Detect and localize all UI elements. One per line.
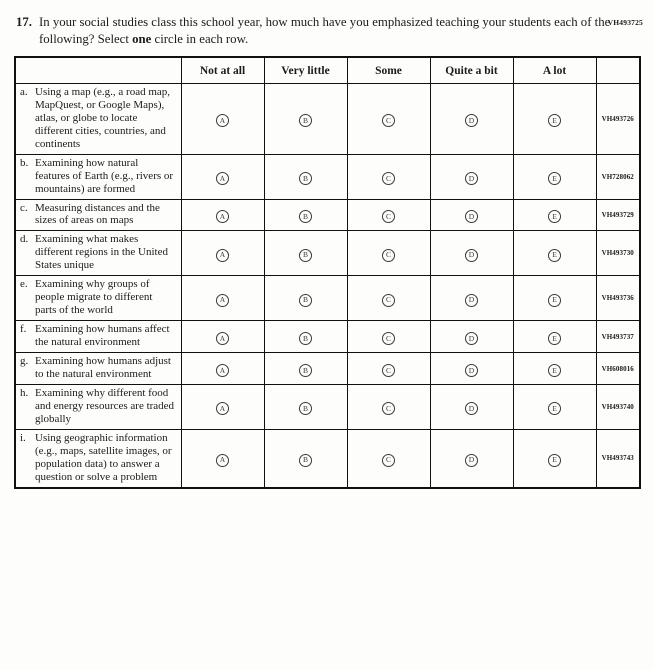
row-item-label xyxy=(15,321,181,353)
answer-circle-very-little[interactable]: B xyxy=(299,454,312,467)
answer-circle-not-at-all[interactable]: A xyxy=(216,172,229,185)
answer-circle-some[interactable]: C xyxy=(382,294,395,307)
row-text: Measuring distances and the sizes of areas on maps xyxy=(35,201,160,227)
column-header-a-lot: A lot xyxy=(513,57,596,83)
option-cell xyxy=(347,276,430,321)
row-text: Examining how humans adjust to the natural environment xyxy=(35,355,171,381)
answer-circle-a-lot[interactable]: E xyxy=(548,364,561,377)
option-cell xyxy=(181,154,264,199)
question-text-bold: one xyxy=(132,31,152,46)
item-accession-code: VH493736 xyxy=(596,276,640,321)
option-cell xyxy=(181,385,264,430)
option-cell xyxy=(513,385,596,430)
option-cell xyxy=(264,276,347,321)
answer-circle-some[interactable]: C xyxy=(382,332,395,345)
table-header-row xyxy=(15,57,640,83)
option-cell xyxy=(513,321,596,353)
answer-circle-quite-a-bit[interactable]: D xyxy=(465,454,478,467)
answer-circle-not-at-all[interactable]: A xyxy=(216,114,229,127)
answer-circle-not-at-all[interactable]: A xyxy=(216,332,229,345)
question-text-part1: In your social studies class this school year, how much have you emphasized teaching your students each of the following? Select xyxy=(39,15,611,46)
row-item-label xyxy=(15,276,181,321)
answer-circle-a-lot[interactable]: E xyxy=(548,172,561,185)
option-cell xyxy=(347,430,430,488)
table-row xyxy=(15,199,640,231)
table-row xyxy=(15,231,640,276)
column-header-not-at-all: Not at all xyxy=(181,57,264,83)
survey-page xyxy=(0,14,653,489)
option-cell xyxy=(347,385,430,430)
option-cell xyxy=(347,83,430,154)
option-cell xyxy=(430,353,513,385)
row-text: Examining why different food and energy resources are traded globally xyxy=(35,387,175,426)
table-row xyxy=(15,353,640,385)
table-row xyxy=(15,385,640,430)
answer-circle-not-at-all[interactable]: A xyxy=(216,249,229,262)
row-item-label xyxy=(15,83,181,154)
row-text: Using a map (e.g., a road map, MapQuest, or Google Maps), atlas, or globe to locate different cities, countries, and continents xyxy=(35,85,171,150)
option-cell xyxy=(347,321,430,353)
table-row xyxy=(15,154,640,199)
answer-circle-very-little[interactable]: B xyxy=(299,249,312,262)
option-cell xyxy=(264,199,347,231)
option-cell xyxy=(264,231,347,276)
form-accession-code: VH493725 xyxy=(607,18,643,27)
row-letter: h. xyxy=(20,387,29,400)
item-accession-code: VH493730 xyxy=(596,231,640,276)
item-accession-code: VH728062 xyxy=(596,154,640,199)
option-cell xyxy=(347,353,430,385)
survey-response-table xyxy=(14,56,641,489)
answer-circle-very-little[interactable]: B xyxy=(299,364,312,377)
option-cell xyxy=(181,83,264,154)
option-cell xyxy=(347,154,430,199)
row-item-label xyxy=(15,353,181,385)
option-cell xyxy=(430,83,513,154)
answer-circle-not-at-all[interactable]: A xyxy=(216,210,229,223)
answer-circle-not-at-all[interactable]: A xyxy=(216,402,229,415)
option-cell xyxy=(264,321,347,353)
table-row xyxy=(15,321,640,353)
item-accession-code: VH608016 xyxy=(596,353,640,385)
answer-circle-some[interactable]: C xyxy=(382,402,395,415)
option-cell xyxy=(513,353,596,385)
answer-circle-some[interactable]: C xyxy=(382,172,395,185)
row-letter: b. xyxy=(20,156,29,169)
answer-circle-a-lot[interactable]: E xyxy=(548,210,561,223)
item-accession-code: VH493737 xyxy=(596,321,640,353)
row-letter: a. xyxy=(20,85,28,98)
row-text: Using geographic information (e.g., maps, satellite images, or population data) to answer a question or solve a problem xyxy=(35,432,172,483)
answer-circle-a-lot[interactable]: E xyxy=(548,402,561,415)
option-cell xyxy=(430,321,513,353)
option-cell xyxy=(264,430,347,488)
option-cell xyxy=(513,154,596,199)
option-cell xyxy=(181,276,264,321)
row-letter: e. xyxy=(20,278,28,291)
option-cell xyxy=(430,430,513,488)
answer-circle-not-at-all[interactable]: A xyxy=(216,364,229,377)
answer-circle-a-lot[interactable]: E xyxy=(548,294,561,307)
answer-circle-very-little[interactable]: B xyxy=(299,172,312,185)
option-cell xyxy=(513,430,596,488)
row-letter: f. xyxy=(20,323,27,336)
option-cell xyxy=(181,231,264,276)
option-cell xyxy=(513,83,596,154)
question-number: 17. xyxy=(16,15,32,29)
answer-circle-not-at-all[interactable]: A xyxy=(216,454,229,467)
row-item-label xyxy=(15,199,181,231)
answer-circle-some[interactable]: C xyxy=(382,454,395,467)
answer-circle-quite-a-bit[interactable]: D xyxy=(465,114,478,127)
answer-circle-very-little[interactable]: B xyxy=(299,114,312,127)
row-letter: d. xyxy=(20,233,29,246)
row-letter: c. xyxy=(20,201,28,214)
row-text: Examining why groups of people migrate to different parts of the world xyxy=(35,278,153,317)
column-header-quite-a-bit: Quite a bit xyxy=(430,57,513,83)
answer-circle-some[interactable]: C xyxy=(382,210,395,223)
option-cell xyxy=(513,276,596,321)
option-cell xyxy=(264,83,347,154)
option-cell xyxy=(430,231,513,276)
option-cell xyxy=(430,199,513,231)
table-row xyxy=(15,430,640,488)
question-block xyxy=(16,14,635,47)
answer-circle-some[interactable]: C xyxy=(382,364,395,377)
option-cell xyxy=(181,199,264,231)
answer-circle-quite-a-bit[interactable]: D xyxy=(465,172,478,185)
answer-circle-quite-a-bit[interactable]: D xyxy=(465,294,478,307)
column-header-some: Some xyxy=(347,57,430,83)
answer-circle-a-lot[interactable]: E xyxy=(548,332,561,345)
question-text-part2: circle in each row. xyxy=(151,31,249,46)
row-text: Examining what makes different regions in the United States unique xyxy=(35,233,168,272)
question-text xyxy=(39,14,635,47)
option-cell xyxy=(430,154,513,199)
answer-circle-very-little[interactable]: B xyxy=(299,294,312,307)
answer-circle-a-lot[interactable]: E xyxy=(548,249,561,262)
row-item-label xyxy=(15,430,181,488)
answer-circle-quite-a-bit[interactable]: D xyxy=(465,402,478,415)
answer-circle-very-little[interactable]: B xyxy=(299,332,312,345)
option-cell xyxy=(264,385,347,430)
answer-circle-quite-a-bit[interactable]: D xyxy=(465,210,478,223)
option-cell xyxy=(430,385,513,430)
answer-circle-very-little[interactable]: B xyxy=(299,210,312,223)
option-cell xyxy=(264,353,347,385)
option-cell xyxy=(430,276,513,321)
header-stub-cell xyxy=(15,57,181,83)
answer-circle-quite-a-bit[interactable]: D xyxy=(465,249,478,262)
option-cell xyxy=(181,321,264,353)
item-accession-code: VH493729 xyxy=(596,199,640,231)
answer-circle-a-lot[interactable]: E xyxy=(548,114,561,127)
option-cell xyxy=(181,353,264,385)
answer-circle-some[interactable]: C xyxy=(382,249,395,262)
answer-circle-a-lot[interactable]: E xyxy=(548,454,561,467)
table-row xyxy=(15,276,640,321)
item-accession-code: VH493740 xyxy=(596,385,640,430)
option-cell xyxy=(513,231,596,276)
answer-circle-not-at-all[interactable]: A xyxy=(216,294,229,307)
row-letter: i. xyxy=(20,432,26,445)
option-cell xyxy=(264,154,347,199)
option-cell xyxy=(347,231,430,276)
item-accession-code: VH493743 xyxy=(596,430,640,488)
row-item-label xyxy=(15,154,181,199)
answer-circle-quite-a-bit[interactable]: D xyxy=(465,332,478,345)
option-cell xyxy=(347,199,430,231)
row-text: Examining how natural features of Earth (e.g., rivers or mountains) are formed xyxy=(35,156,174,195)
row-text: Examining how humans affect the natural environment xyxy=(35,323,170,349)
row-letter: g. xyxy=(20,355,29,368)
answer-circle-quite-a-bit[interactable]: D xyxy=(465,364,478,377)
table-row xyxy=(15,83,640,154)
answer-circle-very-little[interactable]: B xyxy=(299,402,312,415)
column-header-very-little: Very little xyxy=(264,57,347,83)
row-item-label xyxy=(15,385,181,430)
row-item-label xyxy=(15,231,181,276)
option-cell xyxy=(181,430,264,488)
answer-circle-some[interactable]: C xyxy=(382,114,395,127)
header-code-cell xyxy=(596,57,640,83)
option-cell xyxy=(513,199,596,231)
item-accession-code: VH493726 xyxy=(596,83,640,154)
